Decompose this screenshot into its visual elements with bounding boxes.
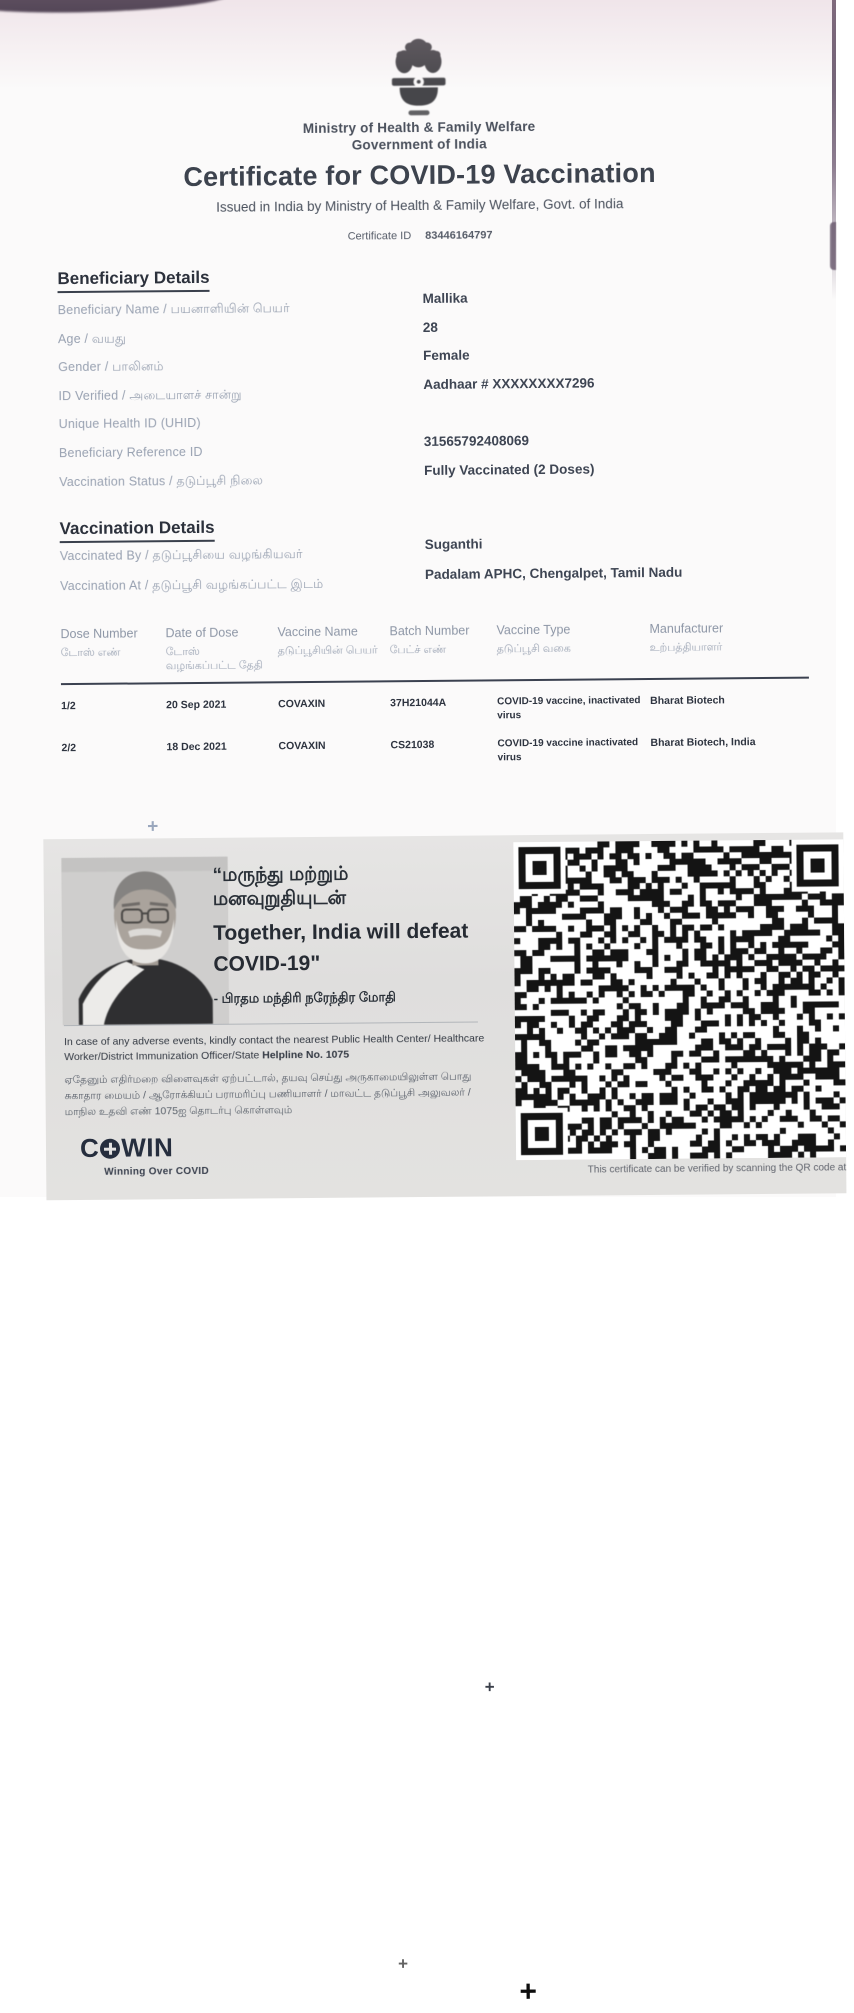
field-label: Beneficiary Reference ID bbox=[59, 443, 424, 460]
registration-plus-icon: + bbox=[147, 817, 158, 836]
field-value: 31565792408069 bbox=[424, 433, 529, 449]
helpline-number: Helpline No. 1075 bbox=[262, 1049, 349, 1062]
qr-code bbox=[513, 839, 846, 1160]
quote-tamil-line2: மனவுறுதியுடன் bbox=[213, 885, 523, 911]
field-value: Suganthi bbox=[425, 536, 483, 552]
table-row bbox=[61, 678, 809, 727]
table-cell: Bharat Biotech, India bbox=[650, 734, 806, 763]
field-label: Vaccinated By / தடுப்பூசியை வழங்கியவர் bbox=[60, 546, 425, 565]
field-label: Unique Health ID (UHID) bbox=[59, 414, 424, 431]
certificate-id-row bbox=[2, 226, 838, 245]
table-cell: Bharat Biotech bbox=[650, 692, 806, 721]
table-cell: CS21038 bbox=[390, 737, 497, 766]
table-cell: 1/2 bbox=[61, 698, 166, 727]
field-value: Mallika bbox=[423, 291, 468, 306]
field-label: Vaccination At / தடுப்பூசி வழங்கப்பட்ட இடம் bbox=[60, 576, 425, 595]
certificate-id-value: 83446164797 bbox=[425, 229, 492, 242]
table-cell: 37H21044A bbox=[390, 695, 497, 724]
helpline-text-en: In case of any adverse events, kindly contact the nearest Public Health Center/ Healthcare Worker/District Immunization Officer/State Helpline No. 1075 bbox=[64, 1031, 488, 1065]
certificate-title: Certificate for COVID-19 Vaccination bbox=[1, 156, 837, 194]
footer-panel bbox=[43, 832, 846, 1200]
cowin-tagline: Winning Over COVID bbox=[104, 1166, 209, 1178]
beneficiary-details-heading: Beneficiary Details bbox=[57, 268, 209, 293]
column-header: Vaccine Name தடுப்பூசியின் பெயர் bbox=[277, 624, 389, 672]
registration-plus-icon: + bbox=[398, 1955, 408, 1972]
cowin-logo-win: WIN bbox=[121, 1132, 173, 1163]
field-row bbox=[60, 573, 800, 609]
vaccination-fields bbox=[60, 543, 800, 609]
field-value: Fully Vaccinated (2 Doses) bbox=[424, 461, 594, 477]
beneficiary-fields bbox=[58, 297, 800, 504]
field-label: Age / வயது bbox=[58, 329, 423, 348]
column-header: Date of Dose டோஸ் வழங்கப்பட்ட தேதி bbox=[165, 625, 277, 673]
field-value: Female bbox=[423, 348, 470, 363]
cowin-logo-c: C bbox=[80, 1133, 100, 1164]
table-row bbox=[61, 720, 809, 769]
certificate-subtitle: Issued in India by Ministry of Health & Family Welfare, Govt. of India bbox=[2, 194, 838, 216]
cowin-plus-icon bbox=[100, 1138, 120, 1158]
quote-english: Together, India will defeat COVID-19" bbox=[213, 915, 524, 981]
column-header: Batch Number பேட்ச் எண் bbox=[389, 623, 496, 671]
column-header: Vaccine Type தடுப்பூசி வகை bbox=[496, 622, 649, 671]
column-header: Dose Number டோஸ் எண் bbox=[60, 626, 165, 674]
cowin-logo bbox=[80, 1132, 209, 1178]
table-cell: 2/2 bbox=[61, 740, 166, 769]
field-label: Beneficiary Name / பயனாளியின் பெயர் bbox=[58, 300, 423, 319]
registration-plus-icon: + bbox=[485, 1678, 495, 1695]
dose-table-header bbox=[60, 621, 808, 685]
dose-table bbox=[60, 621, 809, 769]
registration-plus-icon: + bbox=[519, 1977, 537, 2007]
helpline-text-ta: ஏதேனும் எதிர்மறை விளைவுகள் ஏற்பட்டால், தயவு செய்து அருகாமையிலுள்ள பொது சுகாதார மையம் / ஆரோக்கியப் பராமரிப்பு பணியாளர் / மாவட்ட தடுப்பூசி அலுவலர் / மாநில உதவி எண் 1075ஐ தொடர்பு கொள்ளவும் bbox=[64, 1070, 476, 1121]
quote-tamil-line1: “மருந்து மற்றும் bbox=[213, 861, 523, 887]
ashoka-emblem-icon bbox=[377, 32, 460, 121]
column-header: Manufacturer உற்பத்தியாளர் bbox=[649, 621, 805, 670]
table-cell: COVID-19 vaccine inactivated virus bbox=[497, 735, 650, 764]
field-value: Padalam APHC, Chengalpet, Tamil Nadu bbox=[425, 565, 682, 582]
table-cell: COVID-19 vaccine, inactivated virus bbox=[497, 694, 650, 723]
ministry-line-1: Ministry of Health & Family Welfare bbox=[1, 116, 837, 138]
field-label: Gender / பாலினம் bbox=[58, 357, 423, 376]
qr-caption: This certificate can be verified by scanning the QR code at bbox=[486, 1162, 846, 1176]
table-cell: 20 Sep 2021 bbox=[166, 697, 278, 726]
certificate-id-label: Certificate ID bbox=[348, 230, 412, 243]
table-cell: COVAXIN bbox=[278, 738, 390, 767]
field-label: Vaccination Status / தடுப்பூசி நிலை bbox=[59, 472, 424, 491]
ministry-line-2: Government of India bbox=[1, 133, 837, 155]
pm-modi-photo bbox=[61, 857, 228, 1025]
field-value: Aadhaar # XXXXXXXX7296 bbox=[423, 375, 594, 391]
field-row bbox=[59, 468, 799, 503]
quote-attribution: - பிரதம மந்திரி நரேந்திர மோதி bbox=[214, 988, 524, 1008]
vaccination-details-heading: Vaccination Details bbox=[60, 518, 215, 543]
field-value: 28 bbox=[423, 319, 438, 334]
table-cell: COVAXIN bbox=[278, 696, 390, 725]
table-cell: 18 Dec 2021 bbox=[166, 739, 278, 768]
field-label: ID Verified / அடையாளச் சான்று bbox=[58, 386, 423, 405]
pm-quote-block bbox=[213, 861, 524, 1007]
